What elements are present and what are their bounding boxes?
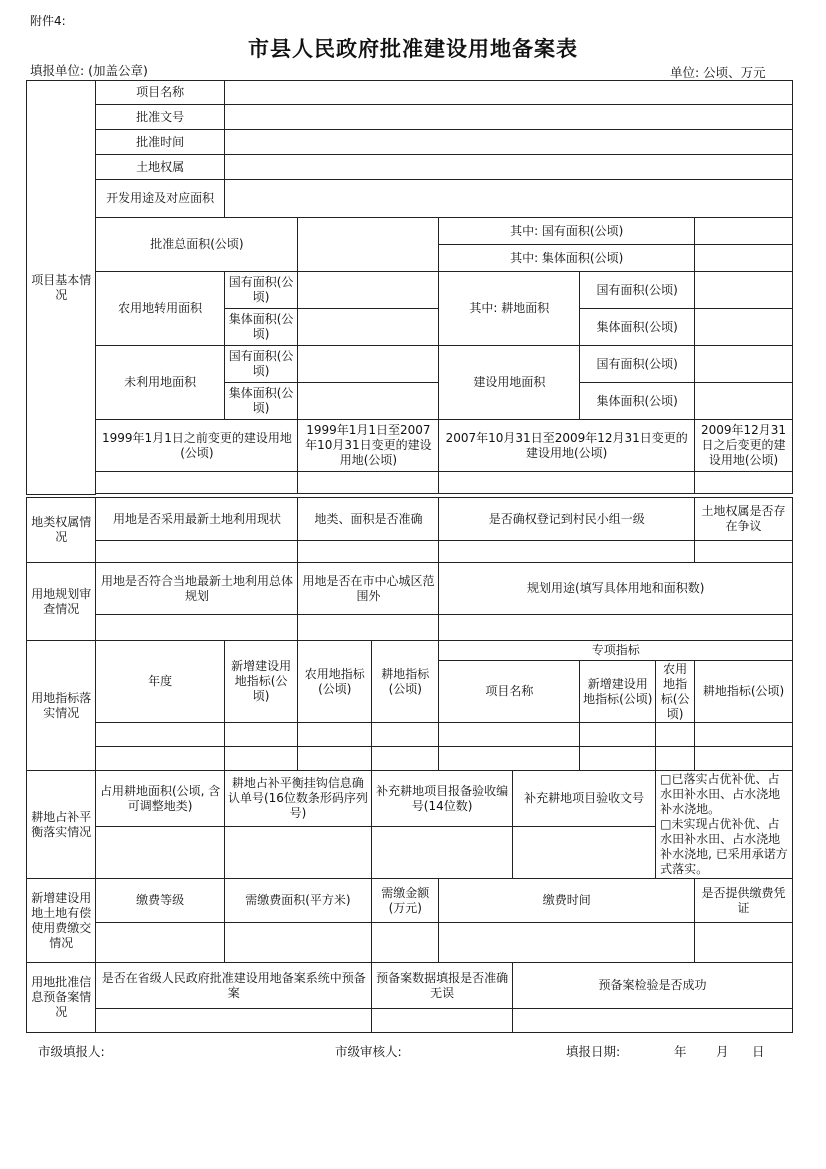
quota-agri-field[interactable] (298, 723, 372, 747)
prefiling-c2-field[interactable] (372, 1009, 513, 1033)
date-day-label: 日 (752, 1044, 765, 1059)
cultivated-collective-field[interactable] (695, 309, 793, 346)
filing-form-table-lower (26, 497, 793, 1033)
quota-special-new-construction-field-2[interactable] (580, 747, 656, 771)
ownership-label: 土地权属 (96, 155, 224, 180)
planning-c1-label: 用地是否符合当地最新土地利用总体规划 (96, 563, 298, 615)
quota-special-new-construction-label: 新增建设用地指标(公顷) (580, 661, 656, 723)
date-year-label: 年 (674, 1044, 687, 1059)
planning-c3-field[interactable] (439, 615, 793, 641)
prefiling-section-label: 用地批准信息预备案情况 (27, 963, 96, 1033)
filing-unit-label: 填报单位: (加盖公章) (30, 63, 148, 78)
ownership-check-c4-field[interactable] (695, 541, 793, 563)
quota-cultivated-field-2[interactable] (372, 747, 439, 771)
fee-c1-field[interactable] (96, 923, 224, 963)
construction-area-label: 建设用地面积 (439, 346, 580, 420)
change-c4-field[interactable] (695, 472, 793, 494)
construction-state-label: 国有面积(公顷) (580, 346, 695, 383)
cultivated-area-label: 其中: 耕地面积 (439, 272, 580, 346)
change-c3-field[interactable] (439, 472, 695, 494)
fee-c3-label: 需缴金额(万元) (372, 879, 439, 923)
planning-c2-label: 用地是否在市中心城区范围外 (298, 563, 439, 615)
unused-state-label: 国有面积(公顷) (224, 346, 298, 383)
page-title: 市县人民政府批准建设用地备案表 (248, 36, 578, 61)
city-reviewer-label: 市级审核人: (335, 1044, 402, 1059)
agri-collective-label: 集体面积(公顷) (224, 309, 298, 346)
agri-conversion-label: 农用地转用面积 (96, 272, 224, 346)
fee-c2-label: 需缴费面积(平方米) (224, 879, 371, 923)
balance-c2-label: 耕地占补平衡挂钩信息确认单号(16位数条形码序列号) (224, 771, 371, 827)
cultivated-state-label: 国有面积(公顷) (580, 272, 695, 309)
construction-state-field[interactable] (695, 346, 793, 383)
quota-project-name-field[interactable] (439, 723, 580, 747)
agri-state-label: 国有面积(公顷) (224, 272, 298, 309)
planning-c3-label: 规划用途(填写具体用地和面积数) (439, 563, 793, 615)
balance-options (656, 771, 793, 879)
unused-area-label: 未利用地面积 (96, 346, 224, 420)
state-area-field[interactable] (695, 218, 793, 245)
state-area-label: 其中: 国有面积(公顷) (439, 218, 695, 245)
quota-project-name-field-2[interactable] (439, 747, 580, 771)
quota-cultivated-field[interactable] (372, 723, 439, 747)
city-filler-label: 市级填报人: (38, 1044, 105, 1059)
filing-form-table (26, 80, 793, 495)
unit-label: 单位: 公顷、万元 (670, 65, 766, 80)
construction-collective-label: 集体面积(公顷) (580, 383, 695, 420)
quota-special-agri-field-2[interactable] (656, 747, 695, 771)
prefiling-c2-label: 预备案数据填报是否准确无误 (372, 963, 513, 1009)
change-c2-label: 1999年1月1日至2007年10月31日变更的建设用地(公顷) (298, 420, 439, 472)
ownership-check-c1-field[interactable] (96, 541, 298, 563)
approval-time-field[interactable] (224, 130, 792, 155)
planning-c1-field[interactable] (96, 615, 298, 641)
project-name-label: 项目名称 (96, 81, 224, 105)
quota-year-field-2[interactable] (96, 747, 224, 771)
balance-c2-field[interactable] (224, 827, 371, 879)
prefiling-c3-label: 预备案检验是否成功 (513, 963, 793, 1009)
quota-agri-field-2[interactable] (298, 747, 372, 771)
balance-option-committed[interactable]: □未实现占优补优、占水田补水田、占水浇地补水浇地, 已采用承诺方式落实。 (660, 817, 788, 876)
balance-section-label: 耕地占补平衡落实情况 (27, 771, 96, 879)
fee-c4-label: 缴费时间 (439, 879, 695, 923)
fee-c5-field[interactable] (695, 923, 793, 963)
total-area-field[interactable] (298, 218, 439, 272)
balance-c3-label: 补充耕地项目报备验收编号(14位数) (372, 771, 513, 827)
quota-agri-label: 农用地指标(公顷) (298, 641, 372, 723)
approval-time-label: 批准时间 (96, 130, 224, 155)
quota-new-construction-field-2[interactable] (224, 747, 298, 771)
prefiling-c1-field[interactable] (96, 1009, 372, 1033)
ownership-field[interactable] (224, 155, 792, 180)
quota-special-label: 专项指标 (439, 641, 793, 661)
fee-c3-field[interactable] (372, 923, 439, 963)
quota-section-label: 用地指标落实情况 (27, 641, 96, 771)
quota-special-new-construction-field[interactable] (580, 723, 656, 747)
change-c1-field[interactable] (96, 472, 298, 494)
fee-c5-label: 是否提供缴费凭证 (695, 879, 793, 923)
balance-c1-field[interactable] (96, 827, 224, 879)
balance-c3-field[interactable] (372, 827, 513, 879)
unused-collective-label: 集体面积(公顷) (224, 383, 298, 420)
change-c2-field[interactable] (298, 472, 439, 494)
purpose-label: 开发用途及对应面积 (96, 180, 224, 218)
fee-c4-field[interactable] (439, 923, 695, 963)
quota-new-construction-field[interactable] (224, 723, 298, 747)
quota-year-field[interactable] (96, 723, 224, 747)
cultivated-collective-label: 集体面积(公顷) (580, 309, 695, 346)
construction-collective-field[interactable] (695, 383, 793, 420)
prefiling-c3-field[interactable] (513, 1009, 793, 1033)
doc-no-field[interactable] (224, 105, 792, 130)
quota-special-cultivated-label: 耕地指标(公顷) (695, 661, 793, 723)
planning-c2-field[interactable] (298, 615, 439, 641)
project-name-field[interactable] (224, 81, 792, 105)
unused-collective-field[interactable] (298, 383, 439, 420)
balance-c1-label: 占用耕地面积(公顷, 含可调整地类) (96, 771, 224, 827)
balance-c4-label: 补充耕地项目验收文号 (513, 771, 656, 827)
ownership-check-c4-label: 土地权属是否存在争议 (695, 498, 793, 541)
fee-section-label: 新增建设用地土地有偿使用费缴交情况 (27, 879, 96, 963)
quota-special-cultivated-field[interactable] (695, 723, 793, 747)
quota-new-construction-label: 新增建设用地指标(公顷) (224, 641, 298, 723)
ownership-check-c3-field[interactable] (439, 541, 695, 563)
change-c4-label: 2009年12月31日之后变更的建设用地(公顷) (695, 420, 793, 472)
quota-project-name-label: 项目名称 (439, 661, 580, 723)
date-month-label: 月 (716, 1044, 729, 1059)
fee-c2-field[interactable] (224, 923, 371, 963)
change-c3-label: 2007年10月31日至2009年12月31日变更的建设用地(公顷) (439, 420, 695, 472)
change-c1-label: 1999年1月1日之前变更的建设用地(公顷) (96, 420, 298, 472)
cultivated-state-field[interactable] (695, 272, 793, 309)
doc-no-label: 批准文号 (96, 105, 224, 130)
ownership-check-c1-label: 用地是否采用最新土地利用现状 (96, 498, 298, 541)
planning-section-label: 用地规划审查情况 (27, 563, 96, 641)
prefiling-c1-label: 是否在省级人民政府批准建设用地备案系统中预备案 (96, 963, 372, 1009)
fill-date-label: 填报日期: (566, 1044, 621, 1059)
purpose-field[interactable] (224, 180, 792, 218)
quota-cultivated-label: 耕地指标(公顷) (372, 641, 439, 723)
balance-option-implemented[interactable]: □已落实占优补优、占水田补水田、占水浇地补水浇地。 (660, 772, 781, 816)
balance-c4-field[interactable] (513, 827, 656, 879)
quota-year-label: 年度 (96, 641, 224, 723)
total-area-label: 批准总面积(公顷) (96, 218, 298, 272)
project-section-label: 项目基本情况 (27, 81, 96, 495)
attachment-label: 附件4: (30, 14, 66, 28)
ownership-check-c2-label: 地类、面积是否准确 (298, 498, 439, 541)
unused-state-field[interactable] (298, 346, 439, 383)
collective-area-label: 其中: 集体面积(公顷) (439, 245, 695, 272)
quota-special-cultivated-field-2[interactable] (695, 747, 793, 771)
agri-collective-field[interactable] (298, 309, 439, 346)
ownership-check-c2-field[interactable] (298, 541, 439, 563)
fee-c1-label: 缴费等级 (96, 879, 224, 923)
quota-special-agri-label: 农用地指标(公顷) (656, 661, 695, 723)
ownership-check-section-label: 地类权属情况 (27, 498, 96, 563)
ownership-check-c3-label: 是否确权登记到村民小组一级 (439, 498, 695, 541)
quota-special-agri-field[interactable] (656, 723, 695, 747)
collective-area-field[interactable] (695, 245, 793, 272)
agri-state-field[interactable] (298, 272, 439, 309)
